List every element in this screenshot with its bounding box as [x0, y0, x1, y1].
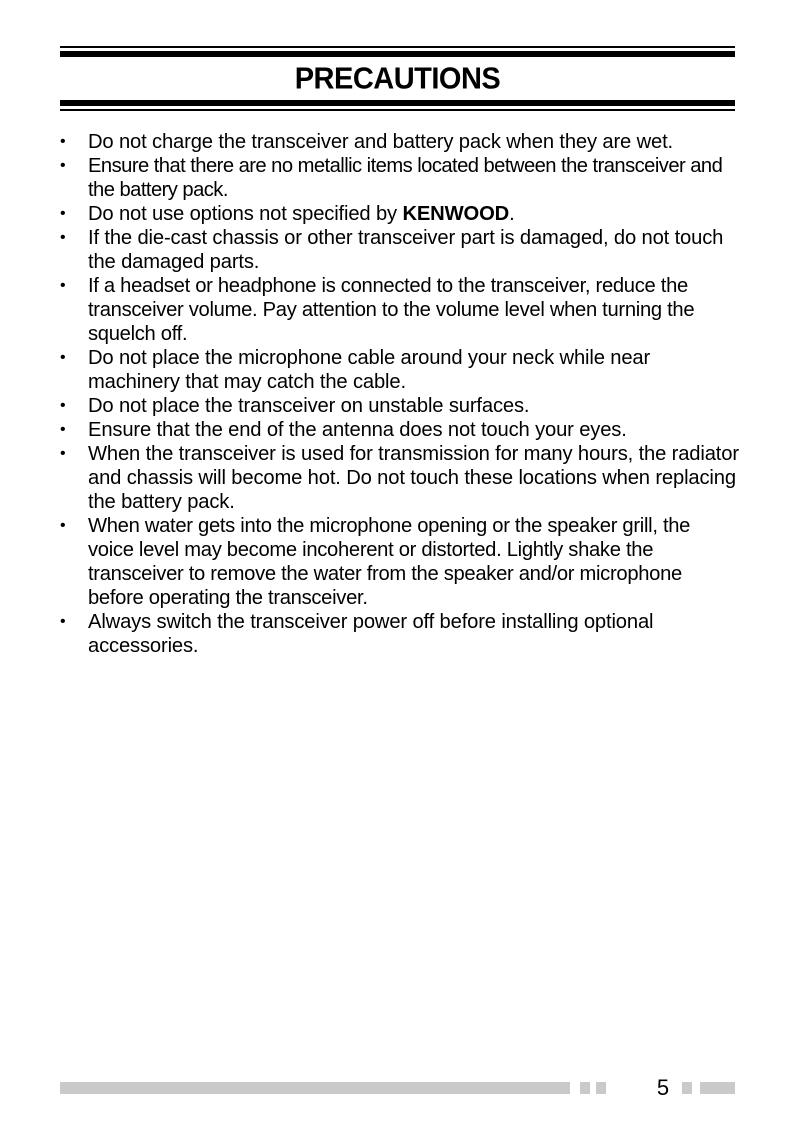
page-title: PRECAUTIONS [294, 62, 501, 96]
item-text: Do not place the microphone cable around your neck while near machinery that may catch the cable. [88, 347, 651, 393]
bullet-icon: • [60, 397, 66, 414]
list-item [60, 610, 740, 658]
list-item [60, 226, 740, 274]
precautions-list [60, 130, 740, 658]
item-text: Do not use options not specified by [88, 203, 403, 225]
bullet-icon: • [60, 349, 66, 366]
item-text: When water gets into the microphone opening or the speaker grill, the voice level may become incoherent or distorted. Lightly shake the transceiver to remove the water from the speaker and/or microphone before operating the transceiver. [88, 515, 691, 609]
list-item [60, 418, 740, 442]
bullet-icon: • [60, 445, 66, 462]
list-item [60, 130, 740, 154]
bullet-icon: • [60, 421, 66, 438]
brand-name: KENWOOD [402, 203, 510, 225]
list-item [60, 154, 740, 202]
list-item [60, 442, 740, 514]
bullet-icon: • [60, 157, 66, 174]
bullet-icon: • [60, 205, 66, 222]
footer-square [682, 1082, 692, 1094]
item-text: Always switch the transceiver power off before installing optional accessories. [88, 611, 654, 657]
bullet-icon: • [60, 277, 66, 294]
title-rule-bottom-thick [60, 100, 735, 106]
list-item [60, 202, 740, 226]
list-item [60, 274, 740, 346]
item-text: Do not place the transceiver on unstable surfaces. [88, 395, 530, 417]
item-text-end: . [509, 203, 515, 225]
item-text: Ensure that there are no metallic items located between the transceiver and the battery pack. [88, 155, 723, 201]
item-text: When the transceiver is used for transmission for many hours, the radiator and chassis will become hot. Do not touch these locations when replacing the battery pack. [88, 443, 739, 513]
bullet-icon: • [60, 517, 66, 534]
list-item [60, 394, 740, 418]
footer-bar-end [700, 1082, 735, 1094]
list-item [60, 514, 740, 610]
item-text: Ensure that the end of the antenna does not touch your eyes. [88, 419, 627, 441]
item-text: If a headset or headphone is connected to the transceiver, reduce the transceiver volume. Pay attention to the volume level when turning the squelch off. [88, 275, 695, 345]
page-number: 5 [656, 1075, 670, 1100]
item-text: Do not charge the transceiver and battery pack when they are wet. [88, 131, 673, 153]
bullet-icon: • [60, 229, 66, 246]
footer-square [580, 1082, 590, 1094]
footer-square [596, 1082, 606, 1094]
item-text: If the die-cast chassis or other transceiver part is damaged, do not touch the damaged parts. [88, 227, 724, 273]
list-item [60, 346, 740, 394]
title-rule-top-thin [60, 46, 735, 48]
bullet-icon: • [60, 613, 66, 630]
footer-bar [60, 1082, 570, 1094]
bullet-icon: • [60, 133, 66, 150]
title-rule-bottom-thin [60, 109, 735, 111]
